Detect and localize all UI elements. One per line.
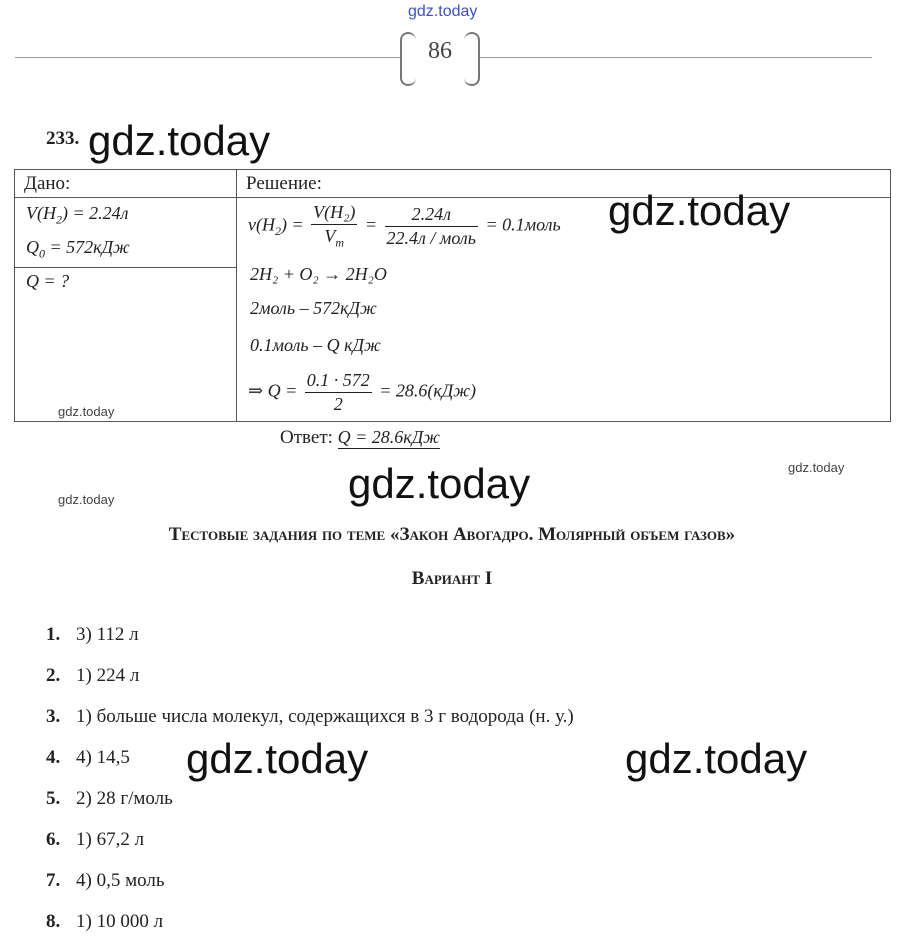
header-rule-right (480, 57, 872, 58)
page-number-box (400, 30, 480, 86)
watermark-right-small: gdz.today (788, 460, 845, 475)
list-item: 2. 1) 224 л (46, 665, 140, 686)
test-title: Тестовые задания по теме «Закон Авогадро. Молярный объем газов» (168, 524, 736, 545)
watermark-left-small: gdz.today (58, 492, 115, 507)
list-item: 7. 4) 0,5 моль (46, 870, 165, 891)
fraction-volume: $\frac{\text{V(H₂)}}{V_m}$ (313, 202, 356, 250)
table-center-border (236, 169, 237, 421)
watermark-table-small: gdz.today (58, 404, 115, 419)
variant-title: Вариант I (411, 568, 493, 589)
table-right-border (890, 169, 891, 421)
fraction-values: $\frac{2.24л}{\text{22.4л / моль}}$ (386, 203, 476, 248)
header-rule-left (15, 57, 400, 58)
table-top-border (14, 169, 891, 170)
given-volume: $V(H_2) = 2.24л$ (26, 203, 129, 227)
table-bottom-border (14, 421, 891, 422)
list-item: 1. 3) 112 л (46, 624, 139, 645)
list-item: 3. 1) больше числа молекул, содержащихся в 3 г водорода (н. у.) (46, 706, 574, 727)
fraction-final: $\frac{0.1 \cdot 572}{2}$ (306, 370, 370, 414)
list-item: 5. 2) 28 г/моль (46, 788, 173, 809)
given-separator (14, 267, 236, 268)
table-left-border (14, 169, 15, 421)
reaction-equation: 2H₂ + O₂ → 2H₂O (250, 264, 387, 284)
proportion-line-2: 0.1моль – Q кДж (250, 335, 381, 355)
problem-number: 233. (46, 128, 80, 149)
watermark-table-right: gdz.today (608, 187, 791, 234)
watermark-list-right: gdz.today (625, 735, 808, 782)
watermark-title: gdz.today (88, 117, 271, 164)
list-item: 4. 4) 14,5 (46, 747, 130, 768)
given-heat: $Q_0 = 572кДж$ (26, 237, 130, 261)
find-q: Q = ? (26, 271, 70, 291)
given-header: Дано: (24, 173, 71, 194)
answer (280, 427, 440, 449)
watermark-center: gdz.today (348, 460, 531, 507)
list-item: 8. 1) 10 000 л (46, 911, 164, 932)
solution-nu-formula: $\nu(H_2)$ = $\frac{\text{V(H₂)}}{V_m}$ = $\frac{2.24л}{\text{22.4л / моль}}$ = 0.1моль (248, 202, 561, 250)
page-number: 86 (428, 38, 452, 64)
watermark-list-left: gdz.today (186, 735, 369, 782)
header-watermark: gdz.today (408, 3, 478, 20)
final-calculation: ⇒ Q = $\frac{0.1 \cdot 572}{2}$ = 28.6(кДж) (248, 370, 476, 414)
solution-header: Решение: (246, 173, 322, 194)
list-item: 6. 1) 67,2 л (46, 829, 145, 850)
proportion-line-1: 2моль – 572кДж (250, 298, 377, 318)
answer-value: Q = 28.6кДж (337, 427, 440, 447)
answer-label: Ответ: (280, 427, 333, 448)
